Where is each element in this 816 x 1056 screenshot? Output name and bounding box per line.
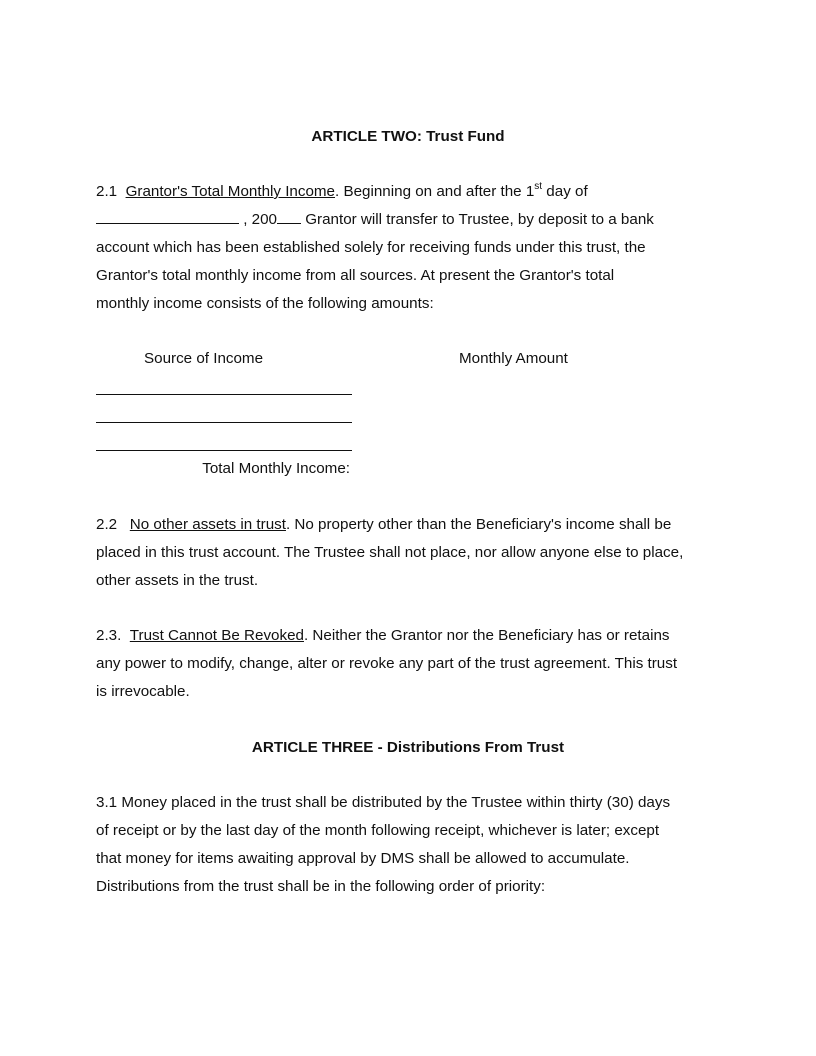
section-2-1-line-3: account which has been established solely for receiving funds under this trust, the — [96, 239, 646, 256]
section-text: . Neither the Grantor nor the Beneficiary has or retains — [303, 627, 670, 644]
section-2-2-title: No other assets in trust — [129, 516, 286, 533]
monthly-amount-header: Monthly Amount — [459, 350, 568, 367]
section-2-3-line-1 — [96, 622, 736, 650]
section-text: Grantor will transfer to Trustee, by deposit to a bank — [301, 211, 654, 228]
section-number: 2.1 — [96, 183, 118, 200]
section-2-1-line-5: monthly income consists of the following amounts: — [96, 295, 434, 312]
section-number: 2.2 — [96, 516, 118, 533]
date-blank — [96, 209, 239, 224]
section-2-2-line-1 — [96, 511, 736, 539]
superscript-st: st — [534, 180, 543, 192]
section-2-3-line-2: any power to modify, change, alter or revoke any part of the trust agreement. This trust — [96, 655, 678, 672]
total-monthly-income-label: Total Monthly Income: — [202, 460, 350, 477]
income-blank-line-2 — [96, 422, 352, 423]
section-number: 2.3. — [96, 627, 122, 644]
section-2-1-line-2 — [96, 206, 736, 234]
year-blank — [277, 209, 301, 224]
income-blank-line-1 — [96, 394, 352, 395]
article-three-heading: ARTICLE THREE - Distributions From Trust — [251, 739, 565, 756]
source-of-income-header: Source of Income — [144, 350, 264, 367]
section-text: Money placed in the trust shall be distributed by the Trustee within thirty (30) days — [117, 794, 671, 811]
section-3-1 — [96, 789, 736, 901]
section-2-1-title: Grantor's Total Monthly Income — [125, 183, 336, 200]
section-2-1-line-4: Grantor's total monthly income from all sources. At present the Grantor's total — [96, 267, 615, 284]
section-3-1-line-4: Distributions from the trust shall be in the following order of priority: — [96, 878, 546, 895]
section-2-2-line-2: placed in this trust account. The Trustee shall not place, nor allow anyone else to place, — [96, 544, 684, 561]
income-blank-line-3 — [96, 450, 352, 451]
section-text: , 200 — [239, 211, 277, 228]
section-2-3 — [96, 622, 736, 706]
section-2-1-line-1 — [96, 178, 736, 206]
section-2-1 — [96, 178, 736, 318]
section-text: day of — [542, 183, 588, 200]
section-2-3-line-3: is irrevocable. — [96, 683, 190, 700]
section-text: . No property other than the Beneficiary's income shall be — [285, 516, 672, 533]
section-2-3-title: Trust Cannot Be Revoked — [129, 627, 304, 644]
section-3-1-line-3: that money for items awaiting approval by DMS shall be allowed to accumulate. — [96, 850, 630, 867]
section-3-1-line-2: of receipt or by the last day of the month following receipt, whichever is later; except — [96, 822, 660, 839]
section-2-2-line-3: other assets in the trust. — [96, 572, 259, 589]
section-3-1-line-1 — [96, 789, 736, 817]
section-number: 3.1 — [96, 794, 118, 811]
article-two-heading: ARTICLE TWO: Trust Fund — [311, 128, 505, 145]
section-text: . Beginning on and after the 1 — [335, 183, 535, 200]
section-2-2 — [96, 511, 736, 595]
